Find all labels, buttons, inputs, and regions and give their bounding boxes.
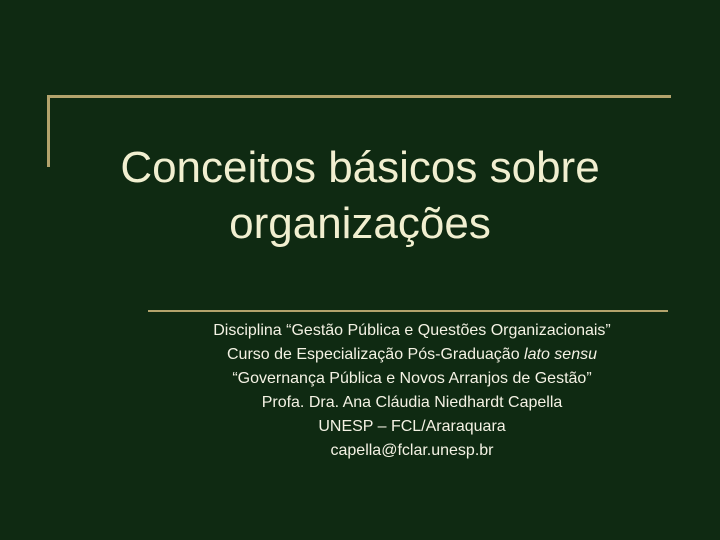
title-frame-top-rule — [47, 95, 671, 98]
slide-title-line-1: Conceitos básicos sobre — [120, 143, 600, 192]
subtitle-line-institution: UNESP – FCL/Araraquara — [318, 418, 506, 435]
slide-title — [60, 140, 660, 252]
slide-title-line-2: organizações — [229, 199, 491, 248]
subtitle-divider — [148, 310, 668, 312]
subtitle-line-course-discipline: Disciplina “Gestão Pública e Questões Organizacionais” — [213, 322, 611, 339]
title-frame-left-rule — [47, 95, 50, 167]
subtitle-line-author: Profa. Dra. Ana Cláudia Niedhardt Capella — [261, 394, 563, 411]
subtitle-program-italic: lato sensu — [524, 346, 597, 363]
subtitle-line-program-name: “Governança Pública e Novos Arranjos de Gestão” — [232, 370, 592, 387]
slide-subtitle — [150, 319, 674, 463]
subtitle-line-program — [150, 343, 674, 367]
subtitle-program-text: Curso de Especialização Pós-Graduação — [227, 346, 525, 363]
subtitle-line-email: capella@fclar.unesp.br — [330, 442, 494, 459]
